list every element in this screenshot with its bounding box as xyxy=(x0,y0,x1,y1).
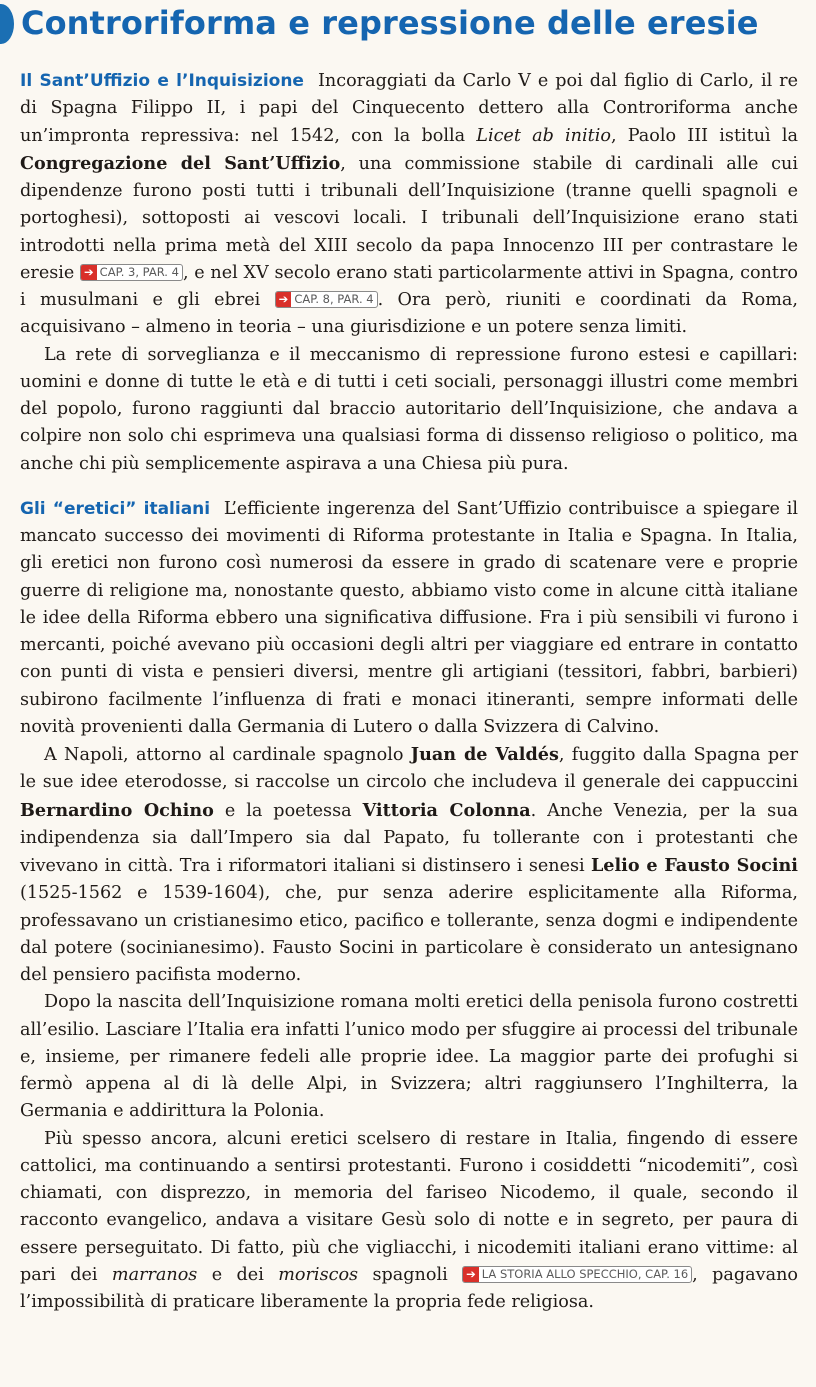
text-run: , Paolo III istituì la xyxy=(610,125,798,146)
bull-title: Licet ab initio xyxy=(476,125,611,146)
paragraph-eretici-2 xyxy=(20,741,798,989)
bold-name-ochino: Bernardino Ochino xyxy=(20,799,214,821)
text-run: e la poetessa xyxy=(213,800,363,821)
text-run: , una commissione stabile di cardinali alle cui dipendenze furono posti tutti i tribunali dell’Inquisizione (tranne quelli spagnoli e portoghesi), sottoposti ai vescovi locali. I tribunali dell’Inquisizione erano stati introdotti nella prima metà del XIII secolo da papa Innocenzo III per contrastare le eresie xyxy=(20,153,798,283)
cross-reference-label: LA STORIA ALLO SPECCHIO, CAP. 16 xyxy=(481,1266,689,1281)
section-heading-eretici: Gli “eretici” italiani xyxy=(20,498,211,519)
text-run: A Napoli, attorno al cardinale spagnolo xyxy=(44,745,411,765)
text-run: . Anche Venezia, per la sua indipendenza sia dall’Impero sia dal Papato, fu tollerante con i protestanti che vivevano in città. Tra i riformatori italiani si distinsero i senesi xyxy=(20,800,798,876)
section-heading-sant-uffizio: Il Sant’Uffizio e l’Inquisizione xyxy=(20,71,304,91)
bold-name-socini: Lelio e Fausto Socini xyxy=(590,855,798,876)
paragraph-sant-uffizio-2: La rete di sorveglianza e il meccanismo di repressione furono estesi e capillari: uomini e donne di tutte le età e di tutti i ceti sociali, personaggi illustri come membri del popolo, furono raggiunti dal braccio autoritario dell’Inquisizione, che andava a colpire non solo chi esprimeva una qualsiasi forma di dissenso religioso o politico, ma anche chi più semplicemente aspirava a una Chiesa più pura. xyxy=(20,344,798,474)
text-run: spagnoli xyxy=(358,1264,463,1285)
title-bar xyxy=(0,0,816,52)
italic-term-moriscos: moriscos xyxy=(278,1264,359,1285)
arrow-right-icon: ➔ xyxy=(276,292,292,307)
paragraph-eretici-3: Dopo la nascita dell’Inquisizione romana molti eretici della penisola furono costretti all’esilio. Lasciare l’Italia era infatti l’unico modo per sfuggire ai processi del tribunale e, insieme, per rimanere fedeli alle proprie idee. La maggior parte dei profughi si fermò appena al di là delle Alpi, in Svizzera; altri raggiunsero l’Inghilterra, la Germania e addirittura la Polonia. xyxy=(20,992,798,1122)
text-run: Incoraggiati da Carlo V e poi dal figlio di Carlo, il re di Spagna Filippo II, i papi del Cinquecento dettero alla Controriforma anche un’impronta repressiva: nel 1542, con la bolla xyxy=(20,71,798,146)
bold-name-colonna: Vittoria Colonna xyxy=(362,799,531,821)
text-run: . Ora però, riuniti e coordinati da Roma, acquisivano – almeno in teoria – una giurisdizione e un potere senza limiti. xyxy=(20,290,798,338)
cross-reference-link[interactable] xyxy=(80,264,183,281)
title-bullet-icon xyxy=(0,4,14,44)
text-run: L’efficiente ingerenza del Sant’Uffizio contribuisce a spiegare il mancato successo dei movimenti di Riforma protestante in Italia e Spagna. In Italia, gli eretici non furono così numerosi da essere in grado di scatenare vere e proprie guerre di religione ma, nonostante questo, abbiamo visto come in alcune città italiane le idee della Riforma ebbero una significativa diffusione. Fra i più sensibili vi furono i mercanti, poiché avevano più occasioni degli altri per viaggiare ed entrare in contatto con punti di vista e pensieri diversi, mentre gli artigiani (tessitori, fabbri, barbieri) subirono facilmente l’influenza di frati e monaci itineranti, sempre informati delle novità provenienti dalla Germania di Lutero o dalla Svizzera di Calvino. xyxy=(20,498,798,737)
text-run: , fuggito dalla Spagna per le sue idee eterodosse, si raccolse un circolo che includeva il generale dei cappuccini xyxy=(20,745,798,793)
bold-term-congregazione: Congregazione del Sant’Uffizio xyxy=(20,152,341,174)
arrow-right-icon: ➔ xyxy=(463,1267,479,1282)
cross-reference-link[interactable] xyxy=(275,291,378,308)
arrow-right-icon: ➔ xyxy=(81,265,97,280)
paragraph-sant-uffizio-1 xyxy=(20,68,798,342)
text-run: e dei xyxy=(197,1264,279,1285)
text-run: , e nel XV secolo erano stati particolarmente attivi in Spagna, contro i musulmani e gli ebrei xyxy=(20,262,798,310)
cross-reference-label: CAP. 8, PAR. 4 xyxy=(294,292,374,306)
paragraph-eretici-1 xyxy=(20,496,798,741)
cross-reference-label: CAP. 3, PAR. 4 xyxy=(99,264,179,279)
paragraph-eretici-4 xyxy=(20,1126,798,1317)
text-run: (1525-1562 e 1539-1604), che, pur senza aderire esplicitamente alla Riforma, professavano un cristianesimo etico, pacifico e tollerante, senza dogmi e indipendente dal potere (socinianesimo). Fausto Socini in particolare è considerato un antesignano del pensiero pacifista moderno. xyxy=(20,883,798,985)
bold-name-valdes: Juan de Valdés xyxy=(410,744,559,765)
text-run: , pagavano l’impossibilità di praticare liberamente la propria fede religiosa. xyxy=(20,1264,799,1312)
italic-term-marranos: marranos xyxy=(111,1264,198,1285)
cross-reference-link[interactable] xyxy=(462,1266,692,1283)
article-body xyxy=(20,68,798,1316)
text-run: Più spesso ancora, alcuni eretici scelsero di restare in Italia, fingendo di essere cattolici, ma continuando a sentirsi protestanti. Furono i cosiddetti “nicodemiti”, così chiamati, con disprezzo, in memoria del fariseo Nicodemo, il quale, secondo il racconto evangelico, andava a visitare Gesù solo di notte e in segreto, per paura di essere perseguitato. Di fatto, più che vigliacchi, i nicodemiti italiani erano vittime: al pari dei xyxy=(20,1128,798,1285)
page-title: Controriforma e repressione delle eresie xyxy=(21,4,759,42)
